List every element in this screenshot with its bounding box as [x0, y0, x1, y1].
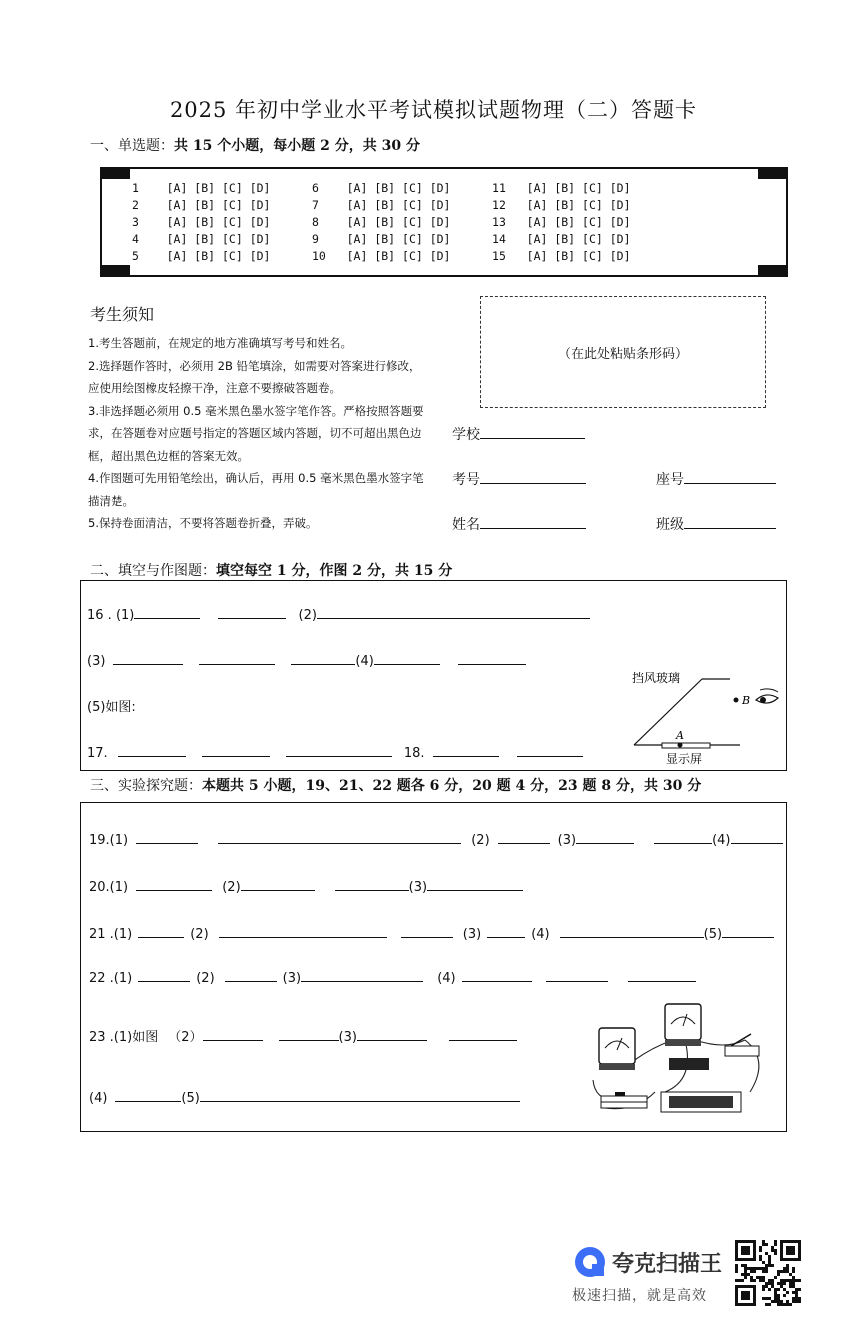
multiple-choice-grid [100, 167, 788, 277]
exam-no-line[interactable] [480, 469, 586, 484]
answer-blank[interactable] [628, 967, 696, 982]
corner-mark [758, 265, 788, 277]
seat-line[interactable] [684, 469, 776, 484]
answer-blank[interactable] [225, 967, 277, 982]
quark-logo-icon [572, 1244, 608, 1280]
section3-heading [90, 775, 701, 795]
notice-item: 3.非选择题必须用 0.5 毫米黑色墨水签字笔作答。严格按照答题要求，在答题卷对应题号指定的答题区域内答题，切不可超出黑色边框，超出黑色边框的答案无效。 [88, 403, 424, 463]
q19-p3-label: (3) [557, 833, 577, 848]
point-b-label: B [742, 694, 751, 707]
answer-blank[interactable] [241, 876, 315, 891]
section2-label: 二、填空与作图题： [90, 563, 216, 579]
section1-desc: 共 15 个小题，每小题 2 分，共 30 分 [174, 138, 420, 154]
answer-blank[interactable] [136, 829, 198, 844]
answer-blank[interactable] [279, 1026, 339, 1041]
answer-blank[interactable] [138, 967, 190, 982]
q21-p4-label: (4) [531, 927, 550, 942]
display-screen [662, 743, 710, 748]
answer-blank[interactable] [218, 829, 461, 844]
notice-list [88, 332, 428, 535]
answer-blank[interactable] [654, 829, 712, 844]
name-field[interactable] [452, 514, 586, 534]
barcode-hint: （在此处粘贴条形码） [557, 346, 688, 362]
q16-p5-label: (5)如图: [87, 700, 136, 715]
mc-row[interactable]: 1 [A] [B] [C] [D] 6 [A] [B] [C] [D] 11 [A] [B] [C] [D] [132, 181, 631, 195]
q22-p2-label: (2) [196, 971, 215, 986]
q19-row [89, 829, 789, 848]
windshield-label: 挡风玻璃 [632, 671, 681, 685]
answer-blank[interactable] [458, 650, 526, 665]
mc-row[interactable]: 3 [A] [B] [C] [D] 8 [A] [B] [C] [D] 13 [A] [B] [C] [D] [132, 215, 631, 229]
mc-row[interactable]: 2 [A] [B] [C] [D] 7 [A] [B] [C] [D] 12 [A] [B] [C] [D] [132, 198, 631, 212]
school-field[interactable] [452, 424, 585, 444]
section3-label: 三、实验探究题： [90, 778, 202, 794]
q16-p1-label: 16 . (1) [87, 608, 135, 623]
class-line[interactable] [684, 514, 776, 529]
battery-icon [661, 1092, 741, 1112]
point-b [734, 698, 739, 703]
answer-blank[interactable] [576, 829, 634, 844]
answer-blank[interactable] [199, 650, 275, 665]
q19-p1-label: 19.(1) [89, 833, 129, 848]
q16-row1 [87, 604, 596, 623]
answer-blank[interactable] [115, 1087, 181, 1102]
resistor-icon [669, 1058, 709, 1070]
q22-p3-label: (3) [282, 971, 302, 986]
answer-blank[interactable] [301, 967, 423, 982]
answer-blank[interactable] [449, 1026, 517, 1041]
qr-code-icon [735, 1240, 801, 1306]
mc-row[interactable]: 4 [A] [B] [C] [D] 9 [A] [B] [C] [D] 14 [A] [B] [C] [D] [132, 232, 631, 246]
page-title: 2025 年初中学业水平考试模拟试题物理（二）答题卡 [169, 98, 698, 122]
q21-p1-label: 21 .(1) [89, 927, 133, 942]
answer-blank[interactable] [722, 923, 774, 938]
eye-icon [756, 689, 778, 703]
brand-name: 夸克扫描王 [612, 1252, 723, 1277]
q20-row [89, 876, 529, 895]
notice-item: 5.保持卷面清洁，不要将答题卷折叠，弄破。 [88, 516, 318, 530]
q16-p4-label: (4) [355, 654, 374, 669]
q16-p2-label: (2) [298, 608, 317, 623]
notice-heading: 考生须知 [90, 305, 155, 324]
notice-item: 1.考生答题前，在规定的地方准确填写考号和姓名。 [88, 336, 352, 350]
exam-no-field[interactable] [452, 469, 586, 489]
corner-mark [100, 167, 130, 179]
point-a [678, 743, 683, 748]
q21-row [89, 923, 780, 942]
q18-label: 18. [403, 746, 425, 761]
notice-item: 4.作图题可先用铅笔绘出，确认后，再用 0.5 毫米黑色墨水签字笔描清楚。 [88, 471, 424, 508]
notice-item: 2.选择题作答时，必须用 2B 铅笔填涂，如需要对答案进行修改，应使用绘图橡皮轻擦干净，注意不要擦破答题卷。 [88, 358, 421, 395]
name-label: 姓名 [452, 517, 480, 533]
brand-slogan: 极速扫描，就是高效 [572, 1288, 707, 1304]
school-line[interactable] [480, 424, 585, 439]
section1-heading [90, 135, 420, 155]
section2-heading [90, 560, 452, 580]
rheostat-icon [601, 1092, 647, 1108]
q21-p2-label: (2) [190, 927, 209, 942]
answer-blank[interactable] [202, 742, 270, 757]
q22-row [89, 967, 702, 986]
answer-blank[interactable] [517, 742, 583, 757]
answer-blank[interactable] [335, 876, 409, 891]
answer-blank[interactable] [487, 923, 525, 938]
windshield-figure [620, 665, 785, 770]
section1-label: 一、单选题： [90, 138, 174, 154]
seat-field[interactable] [656, 469, 776, 489]
answer-blank[interactable] [427, 876, 523, 891]
class-label: 班级 [656, 517, 684, 533]
q16-p3-label: (3) [87, 654, 106, 669]
mc-row[interactable]: 5 [A] [B] [C] [D] 10 [A] [B] [C] [D] 15 [A] [B] [C] [D] [132, 249, 631, 263]
corner-mark [100, 265, 130, 277]
answer-blank[interactable] [317, 604, 590, 619]
q23-p5-label: (5) [181, 1091, 200, 1106]
answer-blank[interactable] [401, 923, 453, 938]
section2-desc: 填空每空 1 分，作图 2 分，共 15 分 [216, 563, 453, 579]
answer-blank[interactable] [462, 967, 532, 982]
q21-p5-label: (5) [703, 927, 723, 942]
section3-desc: 本题共 5 小题，19、21、22 题各 6 分，20 题 4 分，23 题 8 分，共 30 分 [202, 778, 702, 794]
q23-p4-label: (4) [89, 1091, 108, 1106]
answer-blank[interactable] [136, 876, 212, 891]
q16-row2 [87, 650, 532, 669]
answer-blank[interactable] [286, 742, 392, 757]
q20-p1-label: 20.(1) [89, 880, 129, 895]
q23-p2-label: （2） [168, 1030, 203, 1045]
answer-blank[interactable] [291, 650, 355, 665]
answer-blank[interactable] [200, 1087, 520, 1102]
answer-blank[interactable] [134, 604, 200, 619]
q22-p1-label: 22 .(1) [89, 971, 133, 986]
barcode-area [480, 296, 766, 408]
q22-p4-label: (4) [437, 971, 456, 986]
school-label: 学校 [452, 427, 480, 443]
answer-blank[interactable] [433, 742, 499, 757]
ammeter-icon [665, 1004, 701, 1046]
q17-label: 17. [87, 746, 108, 761]
answer-blank[interactable] [138, 923, 184, 938]
q19-p2-label: (2) [471, 833, 490, 848]
q19-p4-label: (4) [712, 833, 731, 848]
answer-blank[interactable] [118, 742, 186, 757]
q23-row1 [89, 1026, 523, 1045]
circuit-figure [585, 1000, 775, 1122]
windshield-line [634, 679, 702, 745]
answer-blank[interactable] [546, 967, 608, 982]
exam-no-label: 考号 [452, 472, 480, 488]
q23-row2 [89, 1087, 526, 1106]
answer-blank[interactable] [218, 604, 286, 619]
answer-blank[interactable] [498, 829, 550, 844]
corner-mark [758, 167, 788, 179]
q20-p3-label: (3) [408, 880, 428, 895]
voltmeter-icon [599, 1028, 635, 1070]
screen-label: 显示屏 [666, 752, 703, 766]
name-line[interactable] [480, 514, 586, 529]
seat-label: 座号 [656, 472, 684, 488]
q20-p2-label: (2) [222, 880, 241, 895]
answer-blank[interactable] [560, 923, 704, 938]
q17-18-row [87, 742, 589, 761]
q21-p3-label: (3) [462, 927, 482, 942]
q23-p1-label: 23 .(1)如图 [89, 1030, 159, 1045]
answer-blank[interactable] [374, 650, 440, 665]
q23-p3-label: (3) [338, 1030, 357, 1045]
answer-blank[interactable] [731, 829, 783, 844]
point-a-label: A [676, 729, 684, 742]
answer-blank[interactable] [113, 650, 183, 665]
class-field[interactable] [656, 514, 776, 534]
answer-blank[interactable] [219, 923, 387, 938]
answer-blank[interactable] [203, 1026, 263, 1041]
answer-blank[interactable] [357, 1026, 427, 1041]
